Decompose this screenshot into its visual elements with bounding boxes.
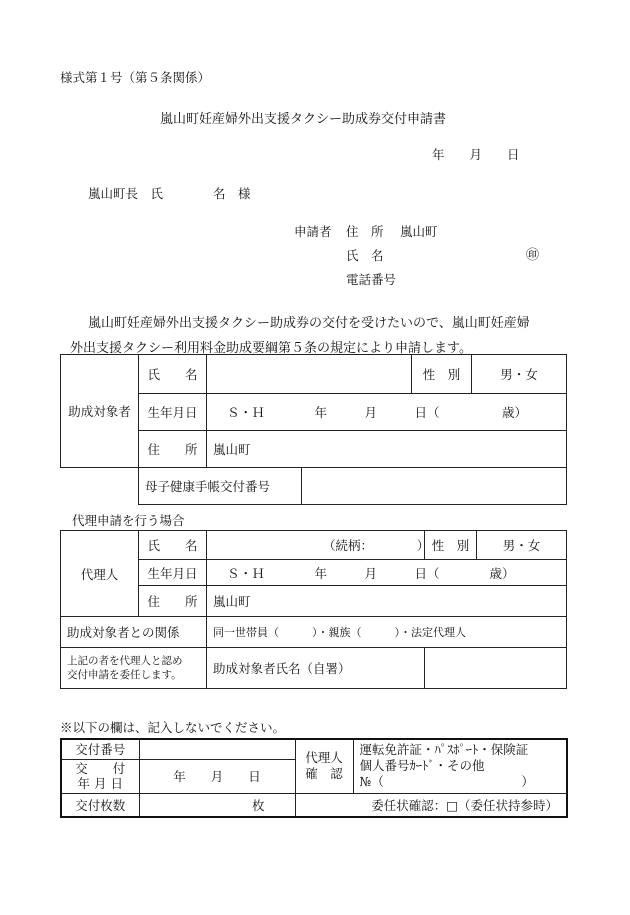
proxy-name-label: 氏 名 [139,531,207,560]
delegation-text-line2: 交付申請を委任します。 [67,669,182,681]
applicant-label: 申請者 [294,224,332,239]
id-docs-cell [353,739,567,793]
proxy-birth-label: 生年月日 [139,560,207,586]
subject-birth-era: Ｓ・Ｈ [227,405,265,420]
subject-table [60,354,567,505]
delegation-check: 委任状確認：□（委任状持参時） [295,793,567,817]
subject-birth-label: 生年月日 [139,394,207,431]
proxy-birth-fields: 年 月 日（ 歳） [314,565,515,581]
applicant-name-label: 氏 名 [346,248,384,263]
relation-label: 助成対象者との関係 [61,617,207,648]
office-table [60,738,568,818]
subject-address-label: 住 所 [139,431,207,468]
issue-number-label: 交付番号 [61,739,139,759]
seal-mark: ㊞ [526,248,540,263]
applicant-phone-label: 電話番号 [346,272,397,287]
delegation-text-line1: 上記の者を代理人と認め [67,655,183,667]
body-text-line1: 嵐山町妊産婦外出支援タクシー助成券の交付を受けたいので、嵐山町妊産婦 [88,316,530,331]
proxy-confirm-label [295,739,353,793]
page-title: 嵐山町妊産婦外出支援タクシー助成券交付申請書 [160,112,447,127]
proxy-confirm-label-line2: 確 認 [305,766,343,782]
subject-gender-field[interactable]: 男・女 [472,355,567,394]
proxy-address-label: 住 所 [139,586,207,617]
id-docs-line3: №（ ） [359,774,534,790]
subject-group-label: 助成対象者 [61,355,139,468]
addressee: 嵐山町長 氏 名 様 [88,186,251,201]
delegation-text [61,648,207,689]
subject-name-field[interactable] [207,355,412,394]
issue-date-label-line1: 交 付 [75,761,126,776]
proxy-address-field[interactable]: 嵐山町 [207,586,567,617]
signature-label: 助成対象者氏名（自署） [207,648,425,689]
proxy-gender-label: 性 別 [425,531,477,560]
proxy-relation-paren: （続柄： ） [323,538,430,553]
subject-birth-fields: 年 月 日（ 歳） [314,405,528,420]
issue-date-label [61,759,139,793]
proxy-group-label: 代理人 [61,531,139,617]
office-caption: ※以下の欄は、記入しないでください。 [60,720,286,735]
form-number: 様式第１号（第５条関係） [60,70,211,85]
handbook-number-label: 母子健康手帳交付番号 [139,468,302,505]
issue-count-unit: 枚 [139,793,295,817]
signature-field[interactable] [425,648,567,689]
relation-options[interactable]: 同一世帯員（ ）・親族（ ）・法定代理人 [207,617,567,648]
proxy-caption: 代理申請を行う場合 [72,513,185,528]
applicant-address-label: 住 所 [346,224,384,239]
issue-date-label-line2: 年 月 日 [77,776,123,791]
issue-date-field: 年 月 日 [139,759,295,793]
proxy-confirm-label-line1: 代理人 [305,750,343,766]
proxy-birth-era: Ｓ・Ｈ [227,565,265,581]
id-docs-line1: 運転免許証・ﾊﾟｽﾎﾟｰﾄ・保険証 [359,742,529,758]
subject-birth-field[interactable] [207,394,567,431]
issue-count-label: 交付枚数 [61,793,139,817]
handbook-number-field[interactable] [302,468,567,505]
proxy-table [60,530,567,689]
proxy-birth-field[interactable] [207,560,567,586]
issue-number-field [139,739,295,759]
subject-gender-label: 性 別 [412,355,472,394]
subject-address-field[interactable]: 嵐山町 [207,431,567,468]
body-text-line2: 外出支援タクシー利用料金助成要綱第５条の規定により申請します。 [70,341,472,356]
applicant-address-value: 嵐山町 [400,224,438,239]
subject-name-label: 氏 名 [139,355,207,394]
date-line: 年 月 日 [432,147,520,162]
proxy-name-field[interactable] [207,531,430,560]
proxy-gender-field[interactable]: 男・女 [477,531,567,560]
id-docs-line2: 個人番号ｶｰﾄﾞ・その他 [359,758,485,774]
